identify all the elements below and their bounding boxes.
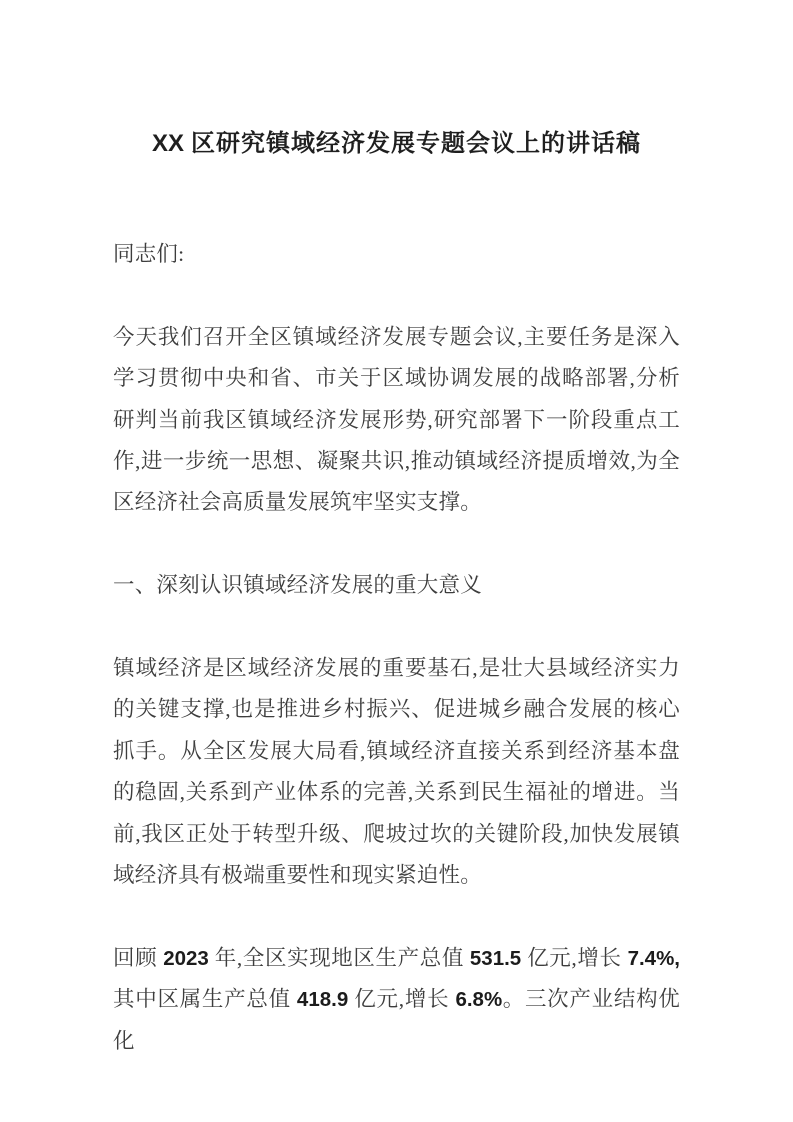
paragraph-review-2023 bbox=[113, 938, 680, 1062]
text-segment: 回顾 bbox=[113, 945, 164, 970]
text-segment: 531.5 bbox=[469, 946, 522, 970]
text-segment: 6.8% bbox=[455, 988, 503, 1012]
document-title bbox=[113, 119, 680, 169]
text-segment: 镇域经济是区域经济发展的重要基石,是壮大县域经济实力的关键支撑,也是推进乡村振兴、促进城乡融合发展的核心抓手。从全区发展大局看,镇域经济直接关系到经济基本盘的稳固,关系到产业体系的完善,关系到民生福祉的增进。当前,我区正处于转型升级、爬坡过坎的关键阶段,加快发展镇域经济具有极端重要性和现实紧迫性。 bbox=[113, 656, 680, 888]
text-segment: 一、深刻认识镇域经济发展的重大意义 bbox=[113, 573, 482, 598]
text-segment: 今天我们召开全区镇域经济发展专题会议,主要任务是深入学习贯彻中央和省、市关于区域协调发展的战略部署,分析研判当前我区镇域经济发展形势,研究部署下一阶段重点工作,进一步统一思想、凝聚共识,推动镇域经济提质增效,为全区经济社会高质量发展筑牢坚实支撑。 bbox=[113, 324, 680, 515]
text-segment: 7.4%, bbox=[627, 946, 680, 970]
text-segment: 区研究镇域经济发展专题会议上的讲话稿 bbox=[184, 131, 641, 157]
text-segment: 年,全区实现地区生产总值 bbox=[208, 945, 470, 970]
text-segment: 2023 bbox=[163, 946, 209, 970]
text-segment: XX bbox=[151, 130, 184, 157]
paragraph-opening bbox=[113, 317, 680, 524]
paragraph-significance bbox=[113, 648, 680, 896]
text-segment: 418.9 bbox=[296, 988, 349, 1012]
text-segment: 。三次产业结构优化 bbox=[113, 987, 680, 1053]
text-segment: 亿元,增长 bbox=[521, 945, 628, 970]
text-segment: 亿元,增长 bbox=[348, 987, 456, 1012]
text-segment: 其中区属生产总值 bbox=[113, 987, 297, 1012]
salutation: 同志们: bbox=[113, 242, 185, 266]
section-heading-1 bbox=[113, 565, 680, 606]
